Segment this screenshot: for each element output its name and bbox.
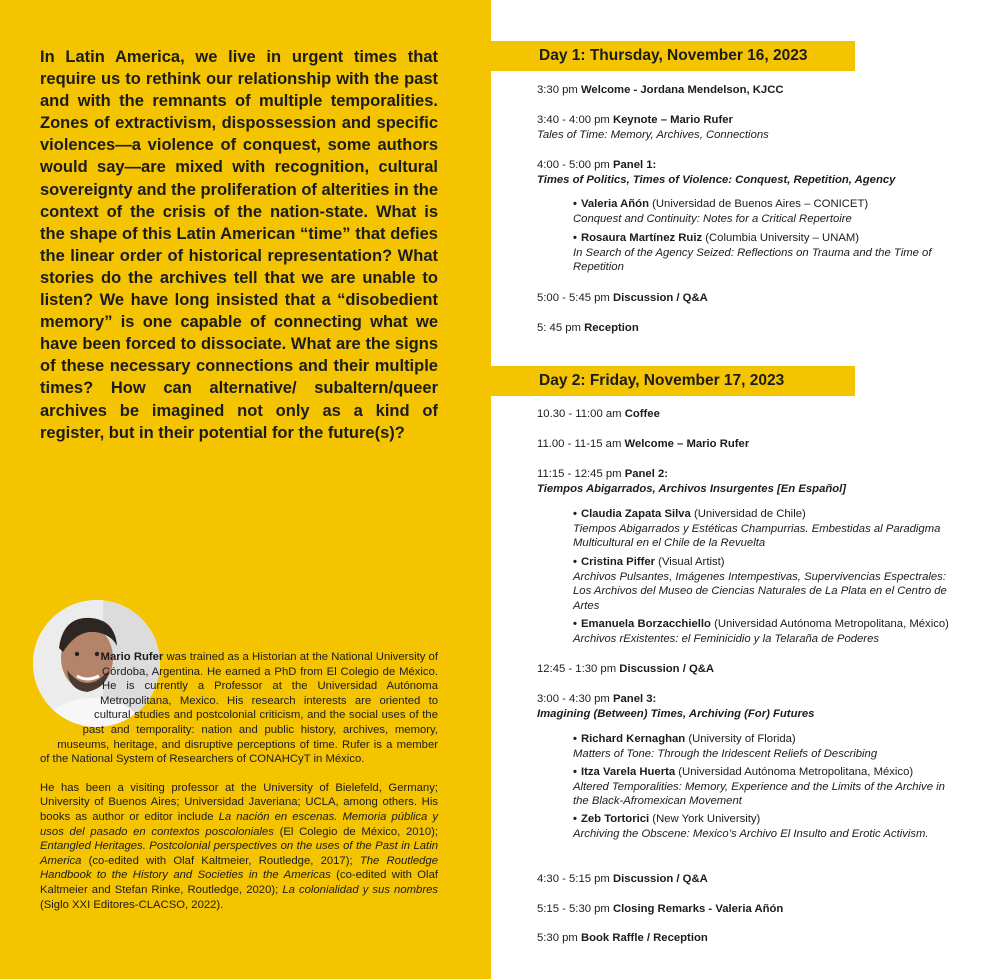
time: 5: 45 pm [537,322,585,334]
d2-closing [537,902,967,917]
d1-welcome [537,83,967,98]
speaker-name: • Rosaura Martínez Ruiz [573,232,702,244]
event: Discussion / Q&A [619,663,715,675]
event: Coffee [624,408,660,420]
d1-keynote [537,113,967,142]
event: Closing Remarks - Valeria Añón [612,903,784,915]
d2-discussion-2 [537,872,967,887]
bio-book-4: La colonialidad y sus nombres [282,883,439,896]
speaker-name: • Claudia Zapata Silva [573,508,691,520]
time: 4:00 - 5:00 pm [537,159,613,171]
speaker-name: • Itza Varela Huerta [573,766,675,778]
speaker-bio [40,650,438,912]
time: 12:45 - 1:30 pm [537,663,620,675]
d2-welcome [537,437,967,452]
bio-p2-g: (co-edited with Olaf Kaltmeier and Stefan Rinke, Routledge, 2020); [40,869,438,896]
bio-p2-c: (El Colegio de México, 2010); [273,825,438,838]
d2-speaker-2 [573,555,963,613]
panel-title: Tiempos Abigarrados, Archivos Insurgentes [En Español] [537,482,847,495]
bio-paragraph-1-text: was trained as a Historian at the National University of Córdoba, Argentina. He earned a PhD from El Colegio de México. He is currently a Professor at the Universidad Autónoma Metropolitana, Mexico. His research interests are oriented to cultural studies and postcolonial criticism, and the social uses of the past and temporality: nation and public history, archives, memory, museums, heritage, and disruptive perceptions of time. Rufer is a member of the National System of Researchers of CONAHCyT in México. [40,651,438,766]
talk-title: Archivos Pulsantes, Imágenes Intempestivas, Supervivencias Espectrales: Los Archivos del Museo de Ciencias Naturales de La Plata en el Centro de Artes [573,570,947,612]
event: Welcome – Mario Rufer [624,438,750,450]
talk-title: Tales of Time: Memory, Archives, Connections [537,128,769,141]
time: 5:30 pm [537,932,581,944]
time: 3:00 - 4:30 pm [537,693,613,705]
affiliation: (New York University) [649,813,761,825]
time: 11:15 - 12:45 pm [537,468,625,480]
d2-speaker-6 [573,812,963,841]
event: Discussion / Q&A [612,292,708,304]
d1-discussion [537,291,967,306]
bio-book-3: The Routledge Handbook to the History and Societies in the Americas [40,854,439,882]
bio-paragraph-2 [40,781,438,912]
d1-panel-1 [537,158,967,187]
d2-panel-2 [537,467,967,496]
speaker-name: • Richard Kernaghan [573,733,685,745]
event: Reception [584,322,639,334]
d2-discussion-1 [537,662,967,677]
intro-text: In Latin America, we live in urgent times that require us to rethink our relationship with the past and with the remnants of multiple temporalities. Zones of extractivism, dispossession and specific violences—a violence of conquest, some authors would say—are mixed with recognition, cultural sovereignty and the proliferation of alterities in the context of the crisis of the nation-state. What is the shape of this Latin American “time” that defies the linear order of historical representation? What stories do the archives tell that we are unable to listen? We have long insisted that a “disobedient memory” is one capable of connecting what we have been forced to dissociate. What are the signs of these necessary connections and their multiple times? How can alternative/ subaltern/queer archives be imagined not only as a kind of register, but in their potential for the future(s)? [40,48,438,442]
affiliation: (Universidad de Buenos Aires – CONICET) [648,198,869,210]
event: Keynote – Mario Rufer [612,114,733,126]
d2-speaker-3 [573,617,963,646]
speaker-name: • Cristina Piffer [573,556,655,568]
panel-title: Times of Politics, Times of Violence: Conquest, Repetition, Agency [537,173,896,186]
event: Panel 3: [612,693,657,705]
affiliation: (Universidad Autónoma Metropolitana, México) [710,618,949,630]
talk-title: Archiving the Obscene: Mexico’s Archivo El Insulto and Erotic Activism. [573,827,929,840]
event: Panel 2: [624,468,669,480]
bio-name: Mario Rufer [100,651,164,663]
d2-speaker-1 [573,507,963,551]
d2-speaker-5 [573,765,963,809]
d2-raffle [537,931,967,946]
affiliation: (Universidad Autónoma Metropolitana, México) [675,766,914,778]
event: Book Raffle / Reception [580,932,708,944]
bio-p2-a: He has been a visiting professor at the University of Bielefeld, Germany; University of Buenos Aires; Universidad Javeriana; UCLA, among others. His books as author or editor include [40,781,438,823]
bio-book-1: La nación en escenas. Memoria pública y usos del pasado en contextos poscoloniales [40,810,438,838]
time: 10.30 - 11:00 am [537,408,625,420]
speaker-name: • Emanuela Borzacchiello [573,618,711,630]
event: Welcome - Jordana Mendelson, KJCC [580,84,784,96]
talk-title: Tiempos Abigarrados y Estéticas Champurrias. Embestidas al Paradigma Multicultural en el Chile de la Revuelta [573,522,941,550]
panel-title: Imagining (Between) Times, Archiving (For) Futures [537,707,815,720]
speaker-name: • Valeria Añón [573,198,649,210]
talk-title: Archivos rExistentes: el Feminicidio y la Telaraña de Poderes [573,632,879,645]
talk-title: Conquest and Continuity: Notes for a Critical Repertoire [573,212,852,225]
day-2-header: Day 2: Friday, November 17, 2023 [491,366,855,396]
time: 4:30 - 5:15 pm [537,873,613,885]
affiliation: (University of Florida) [685,733,796,745]
time: 3:30 pm [537,84,581,96]
speaker-name: • Zeb Tortorici [573,813,649,825]
event: Discussion / Q&A [612,873,708,885]
talk-title: Matters of Tone: Through the Iridescent Reliefs of Describing [573,747,878,760]
bio-p2-e: (co-edited with Olaf Kaltmeier, Routledge, 2017); [81,854,360,867]
d2-speaker-4 [573,732,963,761]
talk-title: In Search of the Agency Seized: Reflections on Trauma and the Time of Repetition [573,246,932,274]
day-1-header: Day 1: Thursday, November 16, 2023 [491,41,855,71]
d1-speaker-2 [573,231,963,275]
d1-reception [537,321,967,336]
event: Panel 1: [612,159,657,171]
d2-panel-3 [537,692,967,721]
time: 5:00 - 5:45 pm [537,292,613,304]
affiliation: (Universidad de Chile) [690,508,806,520]
time: 5:15 - 5:30 pm [537,903,613,915]
affiliation: (Columbia University – UNAM) [702,232,860,244]
bio-book-2: Entangled Heritages. Postcolonial perspectives on the uses of the Past in Latin America [40,840,438,867]
bio-p2-i: (Siglo XXI Editores-CLACSO, 2022). [40,898,224,911]
time: 11.00 - 11-15 am [537,438,625,450]
affiliation: (Visual Artist) [655,556,725,568]
talk-title: Altered Temporalities: Memory, Experience and the Limits of the Archive in the Black-Afromexican Movement [573,780,945,808]
d2-coffee [537,407,967,422]
left-panel [0,0,491,979]
d1-speaker-1 [573,197,963,226]
time: 3:40 - 4:00 pm [537,114,613,126]
